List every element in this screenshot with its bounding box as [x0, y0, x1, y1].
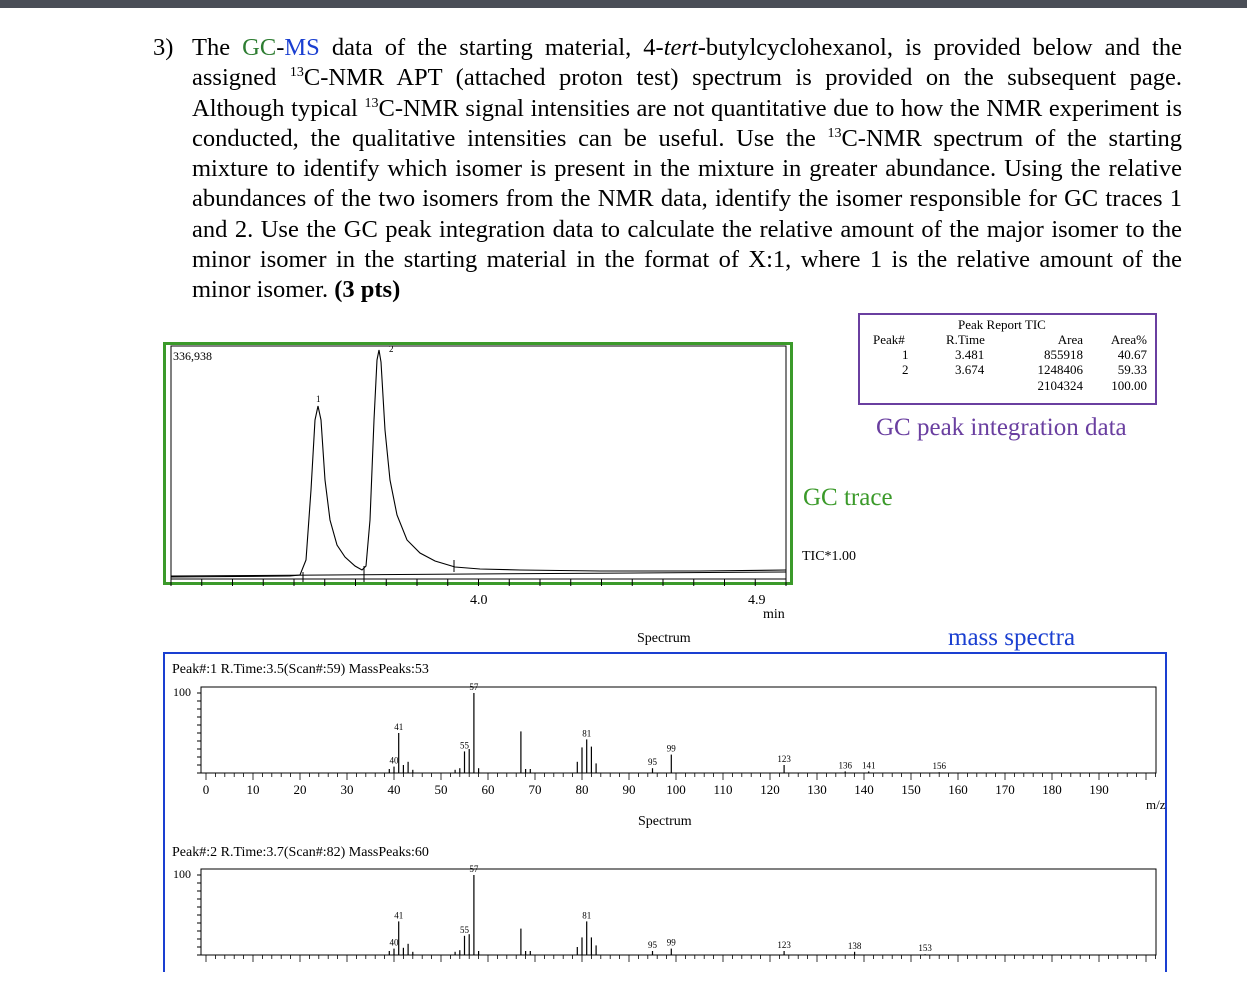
- ms-peak-label: 57: [469, 864, 479, 874]
- text-run: C-NMR APT (attached proton test) spectrum is provided on the subsequent page. Although typical: [192, 64, 1183, 122]
- ms-x-tick-label: 60: [481, 782, 495, 797]
- superscript-13: 13: [827, 125, 842, 141]
- report-cell: 59.33: [1117, 362, 1147, 377]
- ms-peak-label: 156: [932, 761, 946, 772]
- text-run: -butylcyclohexanol, is provided below and the assigned: [192, 34, 1182, 92]
- superscript-13: 13: [364, 95, 379, 111]
- report-header-peak: Peak#: [873, 332, 905, 347]
- report-header-rtime: R.Time: [946, 332, 985, 347]
- ms-x-tick-label: 110: [713, 782, 733, 797]
- gc-x-ticks: [171, 579, 786, 586]
- text-run: data of the starting material, 4-: [319, 34, 664, 61]
- report-cell: 3.674: [955, 362, 985, 377]
- ms-x-tick-label: 0: [202, 782, 210, 797]
- ms-x-tick-label: 10: [246, 782, 260, 797]
- ms-peak-label: 95: [648, 940, 657, 950]
- ms-peak-label: 99: [666, 937, 676, 948]
- spectrum-2-title: Spectrum: [638, 814, 692, 829]
- mass-spectra-caption: mass spectra: [948, 624, 1076, 651]
- ms-x-tick-label: 120: [760, 782, 780, 797]
- report-cell: 2: [902, 362, 909, 377]
- ms-x-tick-label: 30: [340, 782, 354, 797]
- ms-x-tick-label: 40: [387, 782, 401, 797]
- report-title: Peak Report TIC: [958, 317, 1046, 332]
- text-run: The: [192, 34, 243, 61]
- tert-italic: tert: [663, 34, 698, 61]
- ms-peak-label: 138: [847, 940, 862, 951]
- points-label: (3 pts): [334, 276, 401, 304]
- ms-peak-label: 95: [648, 757, 657, 768]
- ms-x-tick-label: 140: [854, 782, 874, 797]
- ms-x-tick-label: 80: [575, 782, 589, 797]
- ms-peak-label: 81: [582, 910, 592, 921]
- ms-peak-label: 136: [838, 760, 852, 771]
- mass-spectra-frame: [163, 652, 1167, 972]
- peak-report-table: [858, 313, 1157, 405]
- gc-x-unit: min: [763, 607, 785, 622]
- question-number: 3): [153, 34, 174, 61]
- ms-x-tick-label: 190: [1089, 782, 1109, 797]
- text-run: C-NMR spectrum of the starting mixture to identify which isomer is present in the mixture in greater abundance. Using the relative abundances of the two isomers from the NMR data, identify the isomer responsible for GC traces 1 and 2. Use the GC peak integration data to calculate the relative amount of the major isomer to the minor isomer in the starting material in the format of X:1, where 1 is the relative amount of the minor isomer.: [192, 124, 1183, 304]
- ms-peak-label: 57: [469, 682, 479, 692]
- tic-label: TIC*1.00: [802, 549, 857, 564]
- gc-integration-caption: GC peak integration data: [876, 414, 1127, 441]
- ms-peak-label: 40: [389, 755, 399, 766]
- ms-peak-label: 55: [460, 924, 469, 935]
- report-cell: 855918: [1044, 347, 1083, 362]
- ms-word: MS: [284, 34, 320, 61]
- ms-peak-label: 41: [394, 722, 404, 732]
- report-cell: 1: [902, 347, 909, 362]
- ms-x-tick-label: 50: [434, 782, 448, 797]
- spectrum-1-title: Spectrum: [637, 631, 691, 646]
- report-header-pct: Area%: [1110, 332, 1147, 347]
- ms-peak-label: 153: [918, 943, 932, 954]
- gc-trace-plot: [0, 0, 800, 625]
- gc-plot-area: [171, 346, 786, 579]
- report-total-area: 2104324: [1037, 378, 1083, 393]
- spectrum-1-header: Peak#:1 R.Time:3.5(Scan#:59) MassPeaks:53: [172, 662, 429, 677]
- ms-x-tick-label: 180: [1042, 782, 1062, 797]
- gc-peak-label-2: 2: [389, 344, 394, 354]
- superscript-13: 13: [289, 65, 304, 81]
- gc-baseline: [171, 572, 786, 576]
- ms-peak-label: 123: [777, 754, 791, 764]
- gc-ymax-label: 336,938: [173, 349, 212, 363]
- ms-peak-label: 40: [389, 937, 399, 948]
- gc-x-tick-label: 4.9: [748, 593, 766, 608]
- ms-y-label: 100: [173, 867, 191, 881]
- text-run: -: [276, 34, 285, 61]
- ms-x-tick-label: 170: [995, 782, 1015, 797]
- ms-peak-label: 81: [582, 728, 592, 739]
- gc-trace-caption: GC trace: [803, 484, 893, 511]
- report-cell: 1248406: [1037, 362, 1083, 377]
- spectrum-2-header: Peak#:2 R.Time:3.7(Scan#:82) MassPeaks:60: [172, 845, 429, 860]
- ms-y-label: 100: [173, 685, 191, 699]
- ms-peak-label: 123: [777, 940, 791, 950]
- ms-x-tick-label: 90: [622, 782, 636, 797]
- gc-peak-label-1: 1: [316, 394, 321, 404]
- ms-peak-label: 141: [861, 760, 876, 771]
- gc-word: GC: [242, 34, 277, 61]
- ms-peak-label: 41: [394, 910, 404, 921]
- ms-x-tick-label: 160: [948, 782, 968, 797]
- ms-x-tick-label: 150: [901, 782, 921, 797]
- ms-x-tick-label: 100: [666, 782, 686, 797]
- report-header-area: Area: [1057, 332, 1083, 347]
- text-run: C-NMR signal intensities are not quantitative due to how the NMR experiment is conducted, the qualitative intensities can be useful. Use the: [192, 94, 1182, 152]
- report-total-pct: 100.00: [1111, 378, 1147, 393]
- gc-x-tick-label: 4.0: [470, 593, 488, 608]
- gc-trace-line: [171, 350, 786, 577]
- report-cell: 40.67: [1117, 347, 1147, 362]
- ms-peak-label: 55: [460, 740, 469, 751]
- ms-x-tick-label: 130: [807, 782, 827, 797]
- ms-x-tick-label: 20: [293, 782, 307, 797]
- ms-peak-label: 99: [666, 743, 676, 754]
- ms-x-tick-label: 70: [528, 782, 542, 797]
- report-cell: 3.481: [955, 347, 985, 362]
- ms-x-unit: m/z: [1146, 797, 1166, 812]
